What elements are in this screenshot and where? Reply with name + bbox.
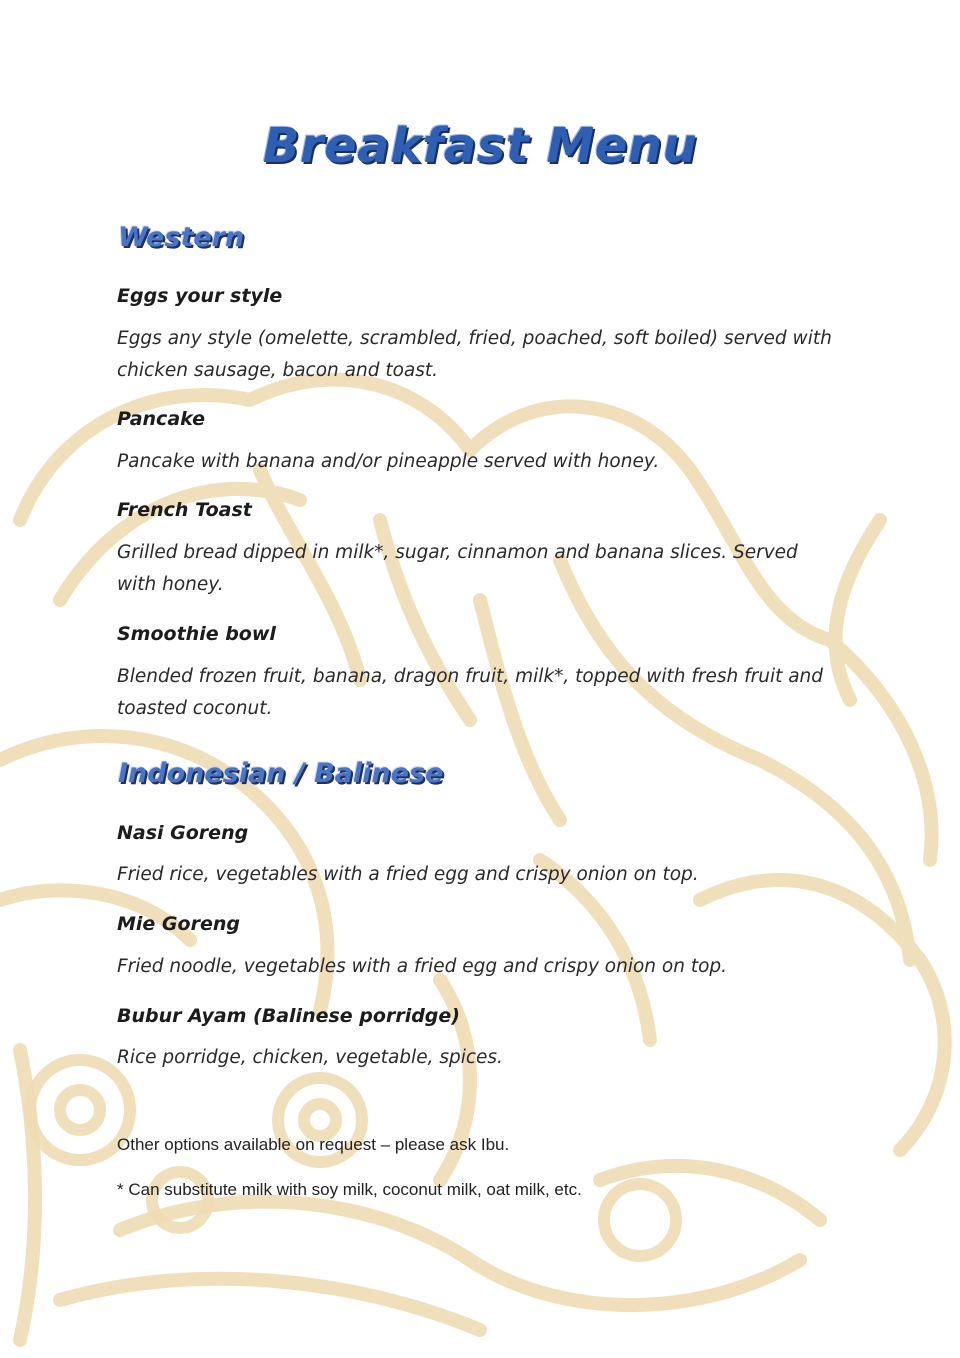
item-desc-eggs: Eggs any style (omelette, scrambled, fried, poached, soft boiled) served with chicken sausage, bacon and toast. [117, 328, 832, 381]
item-name-mie-goreng: Mie Goreng [117, 913, 240, 935]
item-name-pancake: Pancake [117, 408, 205, 430]
item-name-smoothie-bowl: Smoothie bowl [117, 623, 276, 645]
item-name-bubur-ayam: Bubur Ayam (Balinese porridge) [117, 1005, 460, 1027]
item-desc-smoothie-bowl: Blended frozen fruit, banana, dragon fruit, milk*, topped with fresh fruit and toasted coconut. [117, 666, 824, 719]
item-desc-french-toast: Grilled bread dipped in milk*, sugar, cinnamon and banana slices. Served with honey. [117, 542, 798, 595]
item-desc-pancake: Pancake with banana and/or pineapple served with honey. [117, 451, 660, 472]
menu-title: Breakfast Menu [262, 118, 698, 174]
item-name-nasi-goreng: Nasi Goreng [117, 822, 249, 844]
note-milk-substitute: * Can substitute milk with soy milk, coconut milk, oat milk, etc. [117, 1180, 582, 1199]
section-heading-western: Western [118, 222, 245, 253]
item-desc-nasi-goreng: Fried rice, vegetables with a fried egg and crispy onion on top. [117, 864, 699, 885]
item-desc-mie-goreng: Fried noodle, vegetables with a fried egg and crispy onion on top. [117, 956, 728, 977]
section-heading-indonesian: Indonesian / Balinese [118, 758, 444, 789]
item-name-eggs: Eggs your style [117, 285, 283, 307]
item-desc-bubur-ayam: Rice porridge, chicken, vegetable, spices. [117, 1047, 503, 1068]
note-other-options: Other options available on request – please ask Ibu. [117, 1135, 510, 1154]
item-name-french-toast: French Toast [117, 499, 252, 521]
